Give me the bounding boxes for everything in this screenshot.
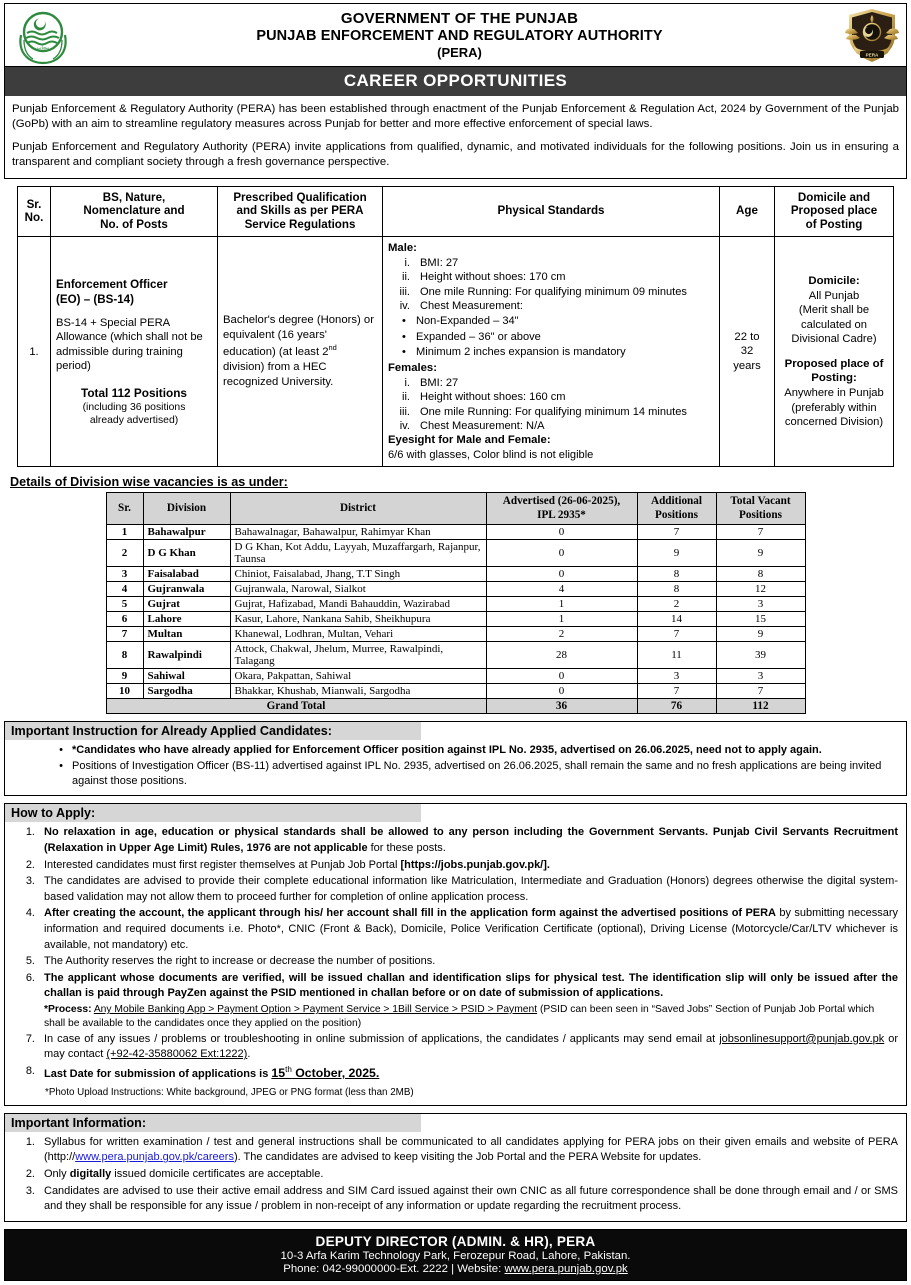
- header-district: District: [230, 493, 486, 524]
- cell-sr: 8: [106, 641, 143, 668]
- domicile-line-2: (Merit shall be: [798, 304, 870, 317]
- cell-division: D G Khan: [143, 539, 230, 566]
- list-item: [13, 954, 898, 970]
- table-row: [106, 611, 805, 626]
- list-item: iii. One mile Running: For qualifying minimum 09 minutes: [399, 285, 687, 298]
- item2-pre: Interested candidates must first register themselves at Punjab Job Portal: [44, 858, 401, 871]
- item-number: 2.: [25, 1167, 35, 1180]
- cell-division: Rawalpindi: [143, 641, 230, 668]
- pera-careers-link[interactable]: www.pera.punjab.gov.pk/careers: [75, 1151, 234, 1164]
- cell-division: Sahiwal: [143, 668, 230, 683]
- age-line-2: 32: [740, 345, 754, 358]
- header-division: Division: [143, 493, 230, 524]
- domicile-label: Domicile:: [808, 274, 860, 287]
- cell-division: Faisalabad: [143, 566, 230, 581]
- item-number: 5.: [25, 955, 35, 968]
- cell-advertised: 0: [486, 566, 637, 581]
- female-label: Females:: [388, 362, 437, 375]
- table-row: [106, 566, 805, 581]
- item-number: 2.: [25, 858, 35, 871]
- bullet-icon: •: [402, 346, 406, 359]
- cell-additional: 14: [637, 611, 716, 626]
- header-advertised: Advertised (26-06-2025), IPL 2935*: [486, 493, 637, 524]
- item7-pre: In case of any issues / problems or troubleshooting in online submission of applications, the candidates / applicants may send email at: [44, 1032, 720, 1045]
- cell-advertised: 1: [486, 611, 637, 626]
- cell-domicile: [775, 237, 894, 467]
- header-div-sr: Sr.: [106, 493, 143, 524]
- item8-pre: Last Date for submission of applications is: [44, 1068, 272, 1081]
- important-information-section: [4, 1113, 907, 1222]
- already-applied-bullets: [5, 743, 906, 790]
- list-item: [13, 874, 898, 905]
- how-to-apply-section: [4, 803, 907, 1105]
- cell-district: Gujrat, Hafizabad, Mandi Bahauddin, Wazirabad: [230, 596, 486, 611]
- cell-total: 9: [716, 626, 805, 641]
- eyesight-label: Eyesight for Male and Female:: [388, 434, 551, 447]
- pera-website-link[interactable]: www.pera.punjab.gov.pk: [504, 1262, 628, 1275]
- bullet-icon: •: [59, 759, 63, 772]
- cell-advertised: 0: [486, 524, 637, 539]
- cell-additional: 8: [637, 566, 716, 581]
- intro-section: [4, 96, 907, 179]
- support-email-link[interactable]: jobsonlinesupport@punjab.gov.pk: [719, 1032, 885, 1045]
- header-sr-no: Sr. No.: [18, 186, 51, 237]
- cell-advertised: 0: [486, 668, 637, 683]
- cell-sr-no: 1.: [18, 237, 51, 467]
- cell-advertised: 4: [486, 581, 637, 596]
- grand-total-label: Grand Total: [106, 698, 486, 713]
- list-item: ii. Height without shoes: 170 cm: [401, 271, 566, 284]
- punjab-government-emblem-icon: [11, 7, 75, 65]
- list-item: [13, 1064, 898, 1083]
- cell-qualification: [218, 237, 383, 467]
- cell-sr: 4: [106, 581, 143, 596]
- item7-mid: or may contact: [44, 1032, 898, 1061]
- male-label: Male:: [388, 242, 417, 255]
- info1-post: ). The candidates are advised to keep visiting the Job Portal and the PERA Website for updates.: [233, 1151, 702, 1164]
- table-row: [106, 524, 805, 539]
- cell-advertised: 28: [486, 641, 637, 668]
- domicile-line-3: calculated on: [801, 318, 867, 331]
- bullet-icon: •: [59, 743, 63, 756]
- grand-total-advertised: 36: [486, 698, 637, 713]
- list-item: • Minimum 2 inches expansion is mandatory: [388, 345, 714, 360]
- cell-additional: 7: [637, 524, 716, 539]
- cell-additional: 9: [637, 539, 716, 566]
- item5-text: The Authority reserves the right to increase or decrease the number of positions.: [44, 955, 436, 968]
- posting-label-2: Posting:: [811, 372, 857, 385]
- list-item: iii. One mile Running: For qualifying minimum 14 minutes: [399, 405, 687, 418]
- cell-additional: 2: [637, 596, 716, 611]
- post-title: Enforcement Officer (EO) – (BS-14): [56, 277, 168, 306]
- list-item: iv. Chest Measurement:: [399, 300, 523, 312]
- item7-end: .: [247, 1048, 251, 1061]
- already-applied-section: [4, 721, 907, 797]
- list-item: ii. Height without shoes: 160 cm: [401, 391, 566, 404]
- cell-district: Attock, Chakwal, Jhelum, Murree, Rawalpindi, Talagang: [230, 641, 486, 668]
- cell-division: Bahawalpur: [143, 524, 230, 539]
- footer-contact: Phone: 042-99000000-Ext. 2222 | Website: www.pera.punjab.gov.pk: [283, 1262, 628, 1275]
- cell-division: Sargodha: [143, 683, 230, 698]
- list-item: [13, 906, 898, 953]
- list-item: [13, 1167, 898, 1183]
- cell-additional: 11: [637, 641, 716, 668]
- item-number: 6.: [25, 971, 35, 984]
- cell-additional: 7: [637, 683, 716, 698]
- info2-pre: Only: [44, 1167, 70, 1180]
- cell-sr: 5: [106, 596, 143, 611]
- table-row: [106, 683, 805, 698]
- cell-advertised: 1: [486, 596, 637, 611]
- cell-division: Lahore: [143, 611, 230, 626]
- male-standards-list: [388, 256, 714, 314]
- list-item: [13, 825, 898, 856]
- bullet-icon: •: [402, 315, 406, 328]
- list-item: [13, 1184, 898, 1215]
- table-row: [106, 626, 805, 641]
- cell-division: Multan: [143, 626, 230, 641]
- document-header: [4, 3, 907, 67]
- cell-district: Kasur, Lahore, Nankana Sahib, Sheikhupura: [230, 611, 486, 626]
- table-row: [106, 641, 805, 668]
- female-standards-list: [388, 376, 714, 434]
- cell-total: 3: [716, 668, 805, 683]
- header-additional: Additional Positions: [637, 493, 716, 524]
- male-chest-bullets: [388, 314, 714, 360]
- grand-total-total: 112: [716, 698, 805, 713]
- cell-division: Gujranwala: [143, 581, 230, 596]
- table-row: [106, 596, 805, 611]
- cell-physical-standards: [383, 237, 720, 467]
- item-number: 8.: [25, 1064, 35, 1077]
- svg-text:PERA: PERA: [865, 52, 879, 58]
- cell-total: 12: [716, 581, 805, 596]
- important-information-heading: Important Information:: [5, 1114, 421, 1132]
- cell-post-nomenclature: [51, 237, 218, 467]
- authority-abbr: (PERA): [437, 45, 482, 61]
- table-row: [106, 539, 805, 566]
- cell-additional: 3: [637, 668, 716, 683]
- process-rest: (PSID can been seen in “Saved Jobs” Section of Punjab Job Portal which shall be available to the candidates once they applied on the position): [44, 1003, 875, 1029]
- info1-pre: Syllabus for written examination / test and general instructions shall be communicated to all candidates applying for PERA jobs on their given emails and website of PERA (http://: [44, 1135, 898, 1164]
- posting-line-2: (preferably within: [791, 401, 877, 414]
- how-to-apply-list: [5, 825, 906, 1082]
- age-line-1: 22 to: [734, 330, 760, 343]
- govt-title: GOVERNMENT OF THE PUNJAB: [340, 10, 579, 28]
- cell-district: Bhakkar, Khushab, Mianwali, Sargodha: [230, 683, 486, 698]
- cell-total: 15: [716, 611, 805, 626]
- item-number: 3.: [25, 1184, 35, 1197]
- list-item: i. BMI: 27: [404, 376, 459, 389]
- list-item: [13, 971, 898, 1031]
- list-item: i. BMI: 27: [404, 256, 459, 269]
- grand-total-additional: 76: [637, 698, 716, 713]
- cell-total: 9: [716, 539, 805, 566]
- cell-sr: 2: [106, 539, 143, 566]
- cell-district: Bahawalnagar, Bahawalpur, Rahimyar Khan: [230, 524, 486, 539]
- process-label: *Process:: [44, 1003, 92, 1015]
- division-section-heading: Details of Division wise vacancies is as under:: [10, 475, 288, 490]
- item3-text: The candidates are advised to provide their complete educational information like Matriculation, Intermediate and Graduation (Honors) degrees otherwise the digital system-based validation may not allow them to proceed further for completion of online application process.: [44, 875, 898, 903]
- posts-table: [17, 186, 894, 468]
- division-vacancies-table: [106, 492, 806, 713]
- item4-rest: by submitting necessary information and required documents i.e. Photo*, CNIC (Front & Back), Domicile, Police Verification Certificate (optional), Driving License (Motorcycle/Car/LTV whichever is available, not mandatory) etc.: [44, 907, 899, 951]
- cell-sr: 9: [106, 668, 143, 683]
- header-physical-standards: Physical Standards: [383, 186, 720, 237]
- intro-paragraph-1: Punjab Enforcement & Regulatory Authority (PERA) has been established through enactment of the Punjab Enforcement & Regulation Act, 2024 by Government of the Punjab (GoPb) with an aim to streamline regulatory measures across Punjab for better and more effective enforcement of special laws.: [12, 103, 899, 131]
- division-table-header-row: [106, 493, 805, 524]
- posting-line-1: Anywhere in Punjab: [784, 386, 884, 399]
- posting-label-1: Proposed place of: [784, 357, 884, 370]
- list-item: • *Candidates who have already applied for Enforcement Officer position against IPL No. 2935, advertised on 26.06.2025, need not to apply again.: [5, 743, 898, 758]
- header-age: Age: [720, 186, 775, 237]
- photo-upload-note: *Photo Upload Instructions: White background, JPEG or PNG format (less than 2MB): [45, 1086, 414, 1098]
- qualification-text: Bachelor's degree (Honors) or equivalent (16 years' education) (at least 2nd division) from a HEC recognized University.: [223, 314, 374, 389]
- age-line-3: years: [733, 360, 761, 373]
- already-applied-heading: Important Instruction for Already Applied Candidates:: [5, 722, 421, 740]
- cell-advertised: 0: [486, 539, 637, 566]
- item4-bold: After creating the account, the applicant through his/ her account shall fill in the application form against the advertised positions of PERA: [44, 907, 777, 920]
- list-item: [13, 1032, 898, 1063]
- cell-sr: 3: [106, 566, 143, 581]
- cell-total: 7: [716, 524, 805, 539]
- how-to-apply-heading: How to Apply:: [5, 804, 421, 822]
- item6-process: [44, 1003, 898, 1031]
- item-number: 7.: [25, 1032, 35, 1045]
- support-phone: (+92-42-35880062 Ext:1222): [106, 1048, 248, 1061]
- item6-bold: The applicant whose documents are verified, will be issued challan and identification slips for physical test. The identification slip will only be issued after the challan is paid through PayZen against the PSID mentioned in challan before or on date of submission of applications.: [44, 971, 898, 1000]
- career-opportunities-banner: CAREER OPPORTUNITIES: [4, 67, 907, 96]
- posting-line-3: concerned Division): [784, 416, 884, 429]
- cell-total: 3: [716, 596, 805, 611]
- cell-sr: 7: [106, 626, 143, 641]
- footer-title: DEPUTY DIRECTOR (ADMIN. & HR), PERA: [315, 1233, 596, 1249]
- cell-district: Khanewal, Lodhran, Multan, Vehari: [230, 626, 486, 641]
- cell-additional: 7: [637, 626, 716, 641]
- header-titles: [75, 10, 844, 60]
- item-number: 1.: [25, 826, 35, 839]
- pera-shield-emblem-icon: [844, 7, 900, 65]
- info2-post: issued domicile certificates are acceptable.: [111, 1167, 324, 1180]
- cell-sr: 6: [106, 611, 143, 626]
- list-item: iv. Chest Measurement: N/A: [399, 420, 545, 433]
- cell-total: 7: [716, 683, 805, 698]
- process-path: Any Mobile Banking App > Payment Option > Payment Service > 1Bill Service > PSID > Payment: [93, 1003, 538, 1015]
- total-positions: Total 112 Positions: [81, 385, 187, 400]
- cell-district: Okara, Pakpattan, Sahiwal: [230, 668, 486, 683]
- item-number: 1.: [25, 1135, 35, 1148]
- cell-sr: 10: [106, 683, 143, 698]
- list-item: [13, 858, 898, 874]
- cell-division: Gujrat: [143, 596, 230, 611]
- cell-district: Gujranwala, Narowal, Sialkot: [230, 581, 486, 596]
- cell-sr: 1: [106, 524, 143, 539]
- header-nomenclature: BS, Nature, Nomenclature and No. of Posts: [51, 186, 218, 237]
- cell-advertised: 2: [486, 626, 637, 641]
- bullet-icon: •: [402, 330, 406, 343]
- list-item: • Positions of Investigation Officer (BS-11) advertised against IPL No. 2935, advertised on 26.06.2025, shall remain the same and no fresh applications are being invited against those positions.: [5, 759, 898, 789]
- footer-address: 10-3 Arfa Karim Technology Park, Ferozepur Road, Lahore, Pakistan.: [280, 1249, 631, 1262]
- total-positions-note: (including 36 positions already advertised): [82, 402, 186, 427]
- list-item: • Non-Expanded – 34": [388, 314, 714, 329]
- cell-district: Chiniot, Faisalabad, Jhang, T.T Singh: [230, 566, 486, 581]
- list-item: [13, 1135, 898, 1166]
- list-item: • Expanded – 36" or above: [388, 330, 714, 345]
- authority-title: PUNJAB ENFORCEMENT AND REGULATORY AUTHORITY: [256, 28, 663, 45]
- spacer: [780, 347, 888, 357]
- table-row: [106, 581, 805, 596]
- cell-district: D G Khan, Kot Addu, Layyah, Muzaffargarh, Rajanpur, Taunsa: [230, 539, 486, 566]
- cell-age: [720, 237, 775, 467]
- cell-advertised: 0: [486, 683, 637, 698]
- info3-text: Candidates are advised to use their active email address and SIM Card issued against their own CNIC as all future correspondence shall be done through email and / or SMS and they shall be responsible for any issue / problem in non-receipt of any information or update regarding the recruitment process.: [44, 1184, 898, 1213]
- grand-total-row: [106, 698, 805, 713]
- cell-additional: 8: [637, 581, 716, 596]
- domicile-line-4: Divisional Cadre): [791, 333, 877, 346]
- post-allowance-note: BS-14 + Special PERA Allowance (which shall not be admissible during training period): [56, 316, 203, 373]
- header-total-vacant: Total Vacant Positions: [716, 493, 805, 524]
- info2-bold: digitally: [69, 1167, 112, 1180]
- header-qualification: Prescribed Qualification and Skills as per PERA Service Regulations: [218, 186, 383, 237]
- item1-bold: No relaxation in age, education or physical standards shall be allowed to any person including the Government Servants. Punjab Civil Servants Recruitment (Relaxation in Upper Age Limit) Rules, 1976 are not applicable: [44, 826, 898, 854]
- cell-total: 39: [716, 641, 805, 668]
- intro-paragraph-2: Punjab Enforcement and Regulatory Authority (PERA) invite applications from qualified, dynamic, and motivated individuals for the following positions. Join us in ensuring a transparent and compliant society through a fresh governance perspective.: [12, 140, 899, 169]
- header-domicile: Domicile and Proposed place of Posting: [775, 186, 894, 237]
- job-portal-link[interactable]: [https://jobs.punjab.gov.pk/].: [400, 858, 550, 871]
- cell-total: 8: [716, 566, 805, 581]
- item1-rest: for these posts.: [367, 841, 446, 854]
- item-number: 3.: [25, 875, 35, 888]
- svg-text:پنجاب: پنجاب: [36, 44, 50, 51]
- item-number: 4.: [25, 907, 35, 920]
- domicile-line-1: All Punjab: [808, 289, 860, 302]
- posts-table-header-row: [18, 186, 894, 237]
- last-date: 15th October, 2025.: [271, 1064, 380, 1081]
- table-row: [106, 668, 805, 683]
- eyesight-text: 6/6 with glasses, Color blind is not eligible: [388, 448, 594, 461]
- posts-table-row: [18, 237, 894, 467]
- document-footer: [4, 1229, 907, 1281]
